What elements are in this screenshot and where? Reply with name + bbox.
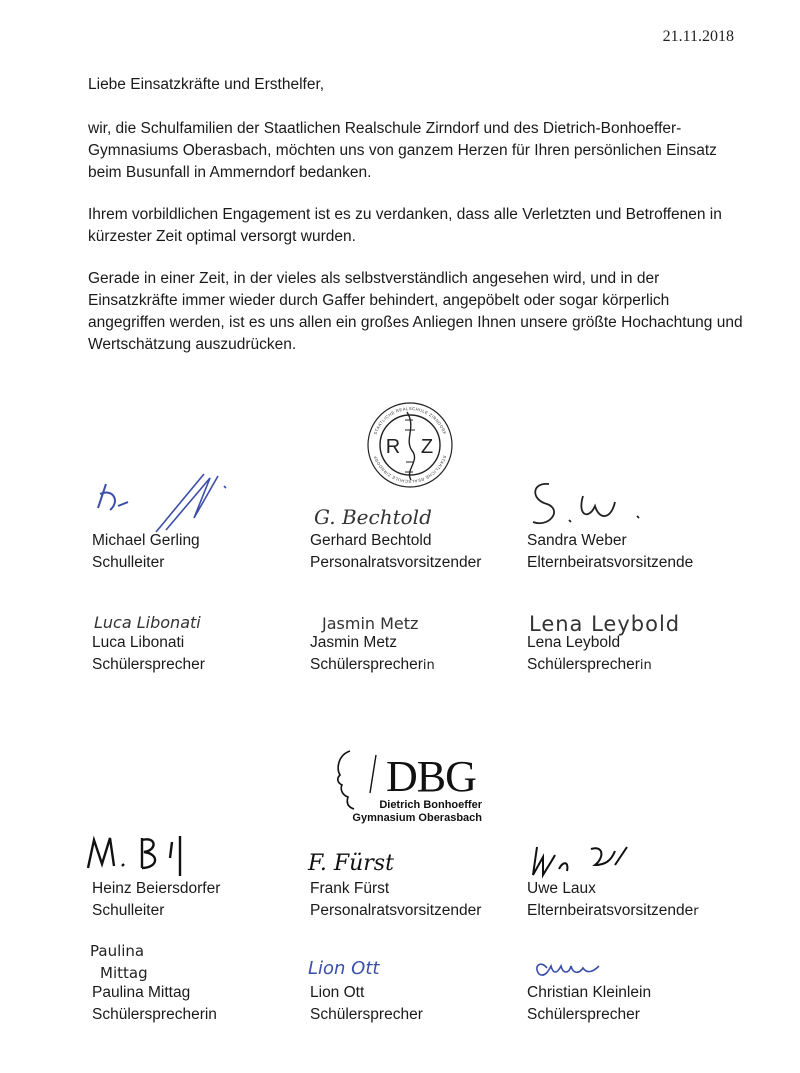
signatory-role: Schülersprecherin	[92, 1006, 217, 1023]
signatory-name: Lena Leybold	[527, 634, 621, 651]
signatory-role: Schülersprecher	[310, 1006, 423, 1023]
signatory-name: Luca Libonati	[92, 634, 185, 651]
signature-block-libonati	[92, 613, 302, 676]
svg-text:Lena Leybold: Lena Leybold	[529, 612, 681, 636]
signature-block-beiersdorfer	[92, 878, 302, 922]
signatory-name: Heinz Beiersdorfer	[92, 880, 221, 897]
signatory-name: Christian Kleinlein	[527, 984, 652, 1001]
signature-block-mittag	[90, 942, 302, 1026]
signature-block-weber	[527, 530, 737, 574]
signature-handwriting	[519, 605, 719, 639]
signature-block-leybold	[527, 612, 737, 677]
signatory-name: Gerhard Bechtold	[310, 532, 432, 549]
rsz-logo	[365, 400, 455, 495]
signature-block-kleinlein	[527, 982, 737, 1026]
paragraph-1: wir, die Schulfamilien der Staatlichen Realschule Zirndorf und des Dietrich-Bonhoeffer-Gymnasiums Oberasbach, möchten uns von ganzem Herzen für Ihren persönlichen Einsatz beim Busunfall in Ammerndorf bedanken.	[88, 120, 717, 181]
signatory-role: Personalratsvorsitzender	[310, 902, 482, 919]
signatory-name: Sandra Weber	[527, 532, 627, 549]
signature-handwriting	[302, 840, 482, 884]
signatory-role: Schülersprecherin	[527, 656, 652, 673]
paragraph-3: Gerade in einer Zeit, in der vieles als selbstverständlich angesehen wird, und in der Einsatzkräfte immer wieder durch Gaffer behindert, angepöbelt oder sogar körperlich angegriffen werden, ist es uns allen ein großes Anliegen Ihnen unsere größte Hochachtung und Wertschätzung auszudrücken.	[88, 270, 743, 353]
signature-scribble	[84, 828, 254, 884]
signature-block-ott	[308, 958, 520, 1026]
signatory-role: Schülersprecher	[527, 1006, 640, 1023]
dbg-letters: DBG	[386, 752, 476, 801]
signatory-role: Elternbeiratsvorsitzender	[527, 902, 699, 919]
paragraph-2: Ihrem vorbildlichen Engagement ist es zu verdanken, dass alle Verletzten und Betroffenen in kürzester Zeit optimal versorgt wurden.	[88, 206, 722, 245]
letter-date: 21.11.2018	[662, 28, 734, 45]
svg-text:Lion Ott: Lion Ott	[308, 958, 380, 979]
signatory-name: Jasmin Metz	[310, 634, 397, 651]
signature-scribble	[519, 948, 689, 988]
signature-block-metz	[310, 614, 520, 677]
signature-handwriting	[302, 944, 482, 988]
signatory-name: Frank Fürst	[310, 880, 390, 897]
signatory-role: Schulleiter	[92, 902, 165, 919]
signature-handwriting	[302, 605, 482, 639]
signature-handwriting	[84, 604, 264, 638]
signatory-role: Schulleiter	[92, 554, 165, 571]
dbg-line-2: Gymnasium Oberasbach	[352, 812, 482, 824]
rsz-letter-z: Z	[420, 436, 434, 458]
signature-block-fuerst	[308, 851, 520, 922]
svg-text:G. Bechtold: G. Bechtold	[314, 505, 432, 529]
letter-body	[88, 74, 748, 376]
signatory-role: Elternbeiratsvorsitzende	[527, 554, 694, 571]
salutation: Liebe Einsatzkräfte und Ersthelfer,	[88, 76, 325, 93]
signatory-name: Uwe Laux	[527, 880, 596, 897]
rsz-ring-text-bottom: STAATLICHE REALSCHULE ZIRNDORF	[372, 454, 448, 485]
signature-scribble	[519, 476, 689, 536]
svg-text:Mittag: Mittag	[100, 964, 148, 982]
signature-handwriting	[302, 496, 482, 536]
dbg-line-1: Dietrich Bonhoeffer	[379, 799, 482, 811]
signature-block-laux	[527, 878, 737, 923]
rsz-letter-r: R	[385, 436, 401, 458]
signature-scribble	[519, 835, 689, 885]
svg-text:F. Fürst: F. Fürst	[308, 851, 394, 876]
signature-block-gerling	[92, 530, 302, 574]
signatory-name: Lion Ott	[310, 984, 365, 1001]
signatory-role: Schülersprecherin	[310, 656, 435, 673]
signatory-name: Paulina Mittag	[92, 984, 191, 1001]
rsz-ring-text-top: STAATLICHE REALSCHULE ZIRNDORF	[372, 405, 448, 436]
svg-text:Paulina: Paulina	[90, 942, 145, 960]
signature-block-bechtold	[310, 505, 520, 574]
dbg-logo	[330, 745, 490, 830]
signatory-role: Schülersprecher	[92, 656, 205, 673]
signatory-role: Personalratsvorsitzender	[310, 554, 482, 571]
signature-scribble	[84, 466, 254, 536]
signature-handwriting	[84, 936, 264, 988]
svg-text:Jasmin Metz: Jasmin Metz	[322, 614, 419, 633]
signatory-name: Michael Gerling	[92, 532, 200, 549]
svg-text:Luca Libonati: Luca Libonati	[94, 613, 201, 632]
